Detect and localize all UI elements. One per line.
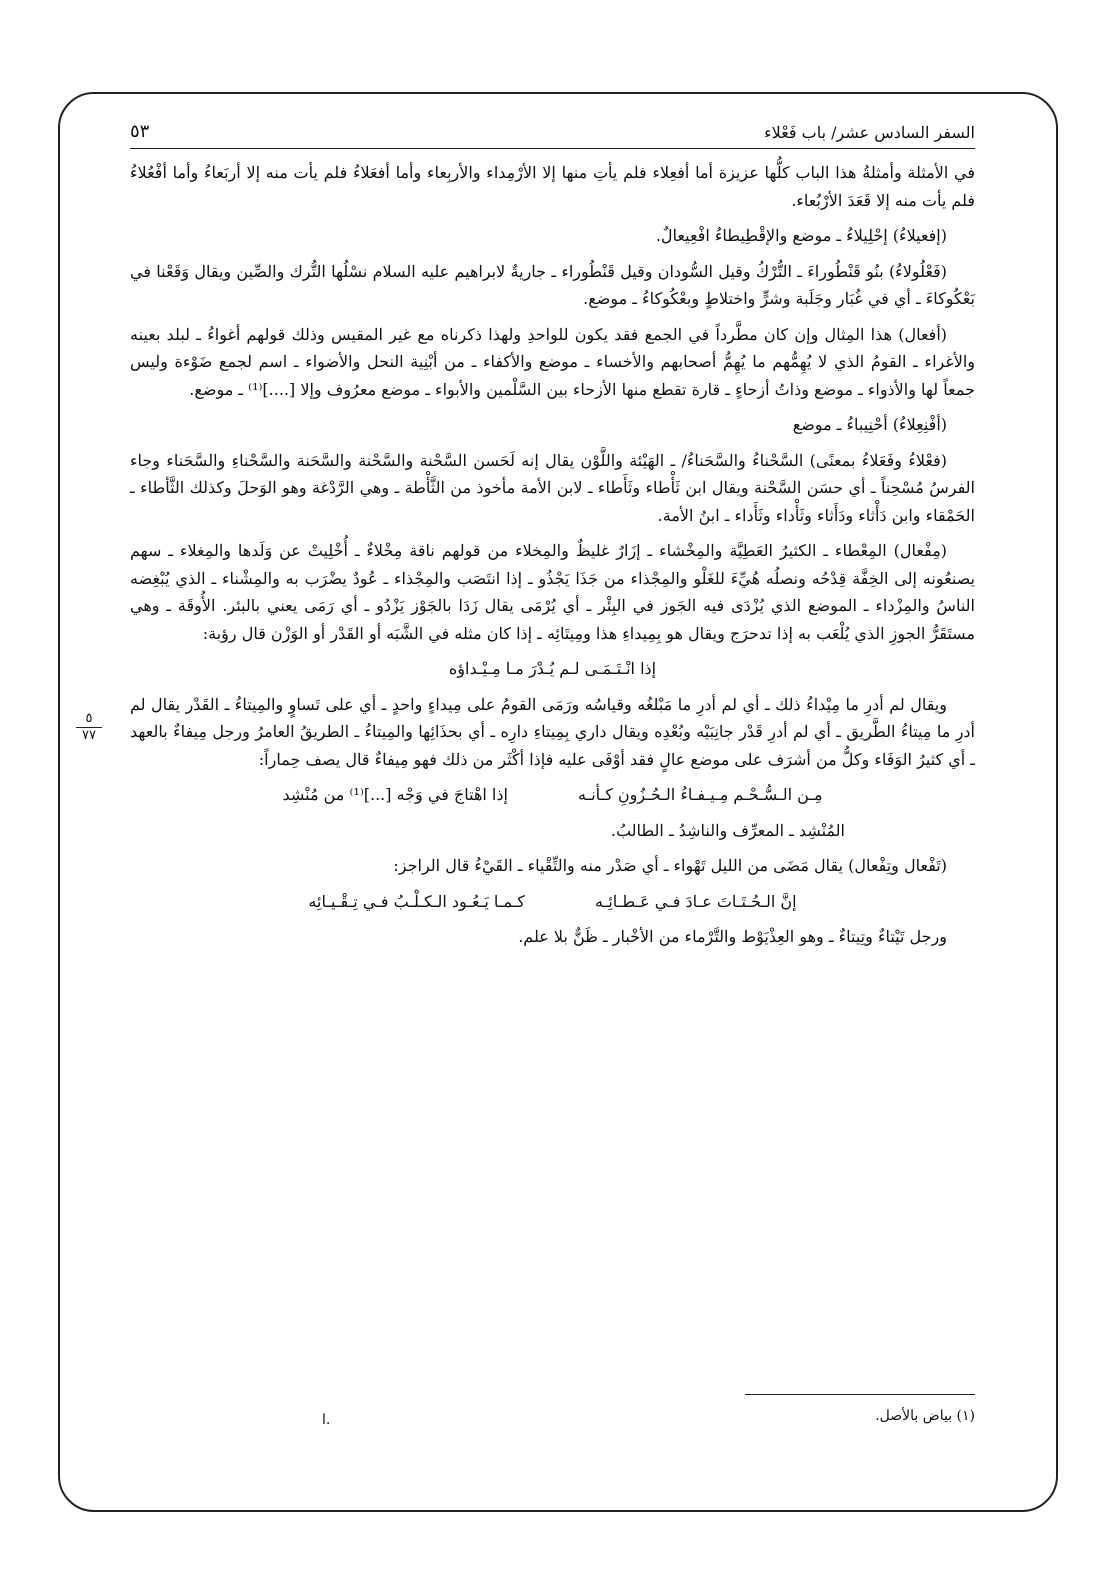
header-title: السفر السادس عشر/ باب فَعْلاء: [764, 123, 975, 142]
paragraph: ويقال لم أدرِ ما مِيْداءُ ذلك ـ أي لم أدرِ ما مَبْلغُه وقياسُه ورَمَى القومُ على مِيداءٍ واحدٍ ـ أي على تَساوٍ والمِيتاءُ ـ القَدْر يقال لم أدرِ ما مِيتاءُ الطَّريق ـ أي لم أدرِ قَدْر جانِبَيْه وبُعْدِه ويقال داري بِمِيتاءِ دارِه ـ أي بحذَائِها والمِيتاءُ ـ الطريقُ العامرُ ورجل مِيفاءٌ بالعهد ـ أي كثيرُ الوَفَاء وكلُّ من أشرَف على موضع عالٍ فقد أوْفَى عليه فإذا أكْثَر من ذلك فهو مِيفاءٌ قال يصف حِماراً:: [130, 694, 975, 769]
paragraph: (مِفْعال) المِعْطاء ـ الكثيرُ العَطِيَّة والمِخْشاء ـ إزَارٌ غليظٌ والمِخلاء من قولهم ناقة مِخْلاءٌ ـ أُخْلِيتْ عن وَلَدها والمِغلاء ـ سهم يصنعُونه إلى الخِفَّة قِدْحُه ونصلُه هُيِّءَ للغَلْو والمِجْذاء من جَذَا يَجْذُو ـ إذا انتَصَب والمِجْذاء ـ عُودٌ يضْرَب به والمِشْناء ـ الذي يُبْغِضه الناسُ والمِزْداء ـ الموضع الذي يُزْدَى فيه الجَوز في البِئْر ـ أي يُرْمَى يقال زَدَا بالجَوْز يَزْدُو ـ أي رَمَى يعني بالبئر. الأُوقَة ـ وهي مستَقَرُّ الجوزِ الذي يُلْعَب به إذا تدحرَج ويقال هو بِمِيداءِ هذا ومِيتَائِه ـ إذا كان مثله في الشَّبَه أو القَدْر أو الوَزْن قال رؤبة:: [130, 541, 975, 643]
paragraph: (إفعيلاءُ) إحْلِيلاءُ ـ موضع والإقْطِيطاءُ افْعِيعالٌ.: [655, 226, 947, 246]
verse-couplet: [130, 888, 975, 916]
page-number: ٥٣: [130, 121, 150, 142]
margin-reference: [76, 712, 102, 744]
paragraph: (فعْلاءُ وفَعَلاءُ بمعنًى) السَّحْناءُ والسَّحَناءُ/ ـ الهَيْئة واللَّوْن يقال إنه لَحَسن السَّحْنة والسَّحْنة والسَّحَنة والسَّحْناءِ والسَّحَناء وجاء الفرسُ مُسْحِناً ـ أي حسَن السَّحْنة ويقال ابن ثَأْطاء وثَأَطاء ـ لابن الأمة مأخوذ من الثَّأْطة ـ وهي الرَّدْغة وهو الوَحلَ وكذلك الثَّأطاء ـ الحَمْقاء وابن دَأْثاء ودَأَثاء وثَأْداء وثَأَداء ـ ابنُ الأمة.: [130, 450, 975, 525]
paragraph: (فَعْلُولاءُ) بنُو قَنْطُوراءَ ـ التُّرْكُ وقيل السُّودان وقيل قَنْطُوراء ـ جاريةٌ لابراهيم عليه السلام نسْلُها التُّرك والصِّين ويقال وَقَعْنا في بَعْكُوكاءَ ـ أي في غُبَار وجَلَبة وشرٍّ واختلاطٍ وبعْكُوكاءُ ـ موضع.: [130, 261, 975, 309]
verse-couplet: [130, 781, 975, 809]
paragraph: ورجل تَيْتاءٌ وتِيتاءٌ ـ وهو العِذْيَوْط والتَّرْماء من الأخْبار ـ ظَنٌّ بلا علم.: [518, 927, 947, 947]
paragraph: (أفعال) هذا المِثال وإن كان مطَّرداً في الجمع فقد يكون للواحدِ ولهذا ذكرناه مع غير المقيس وذلك قولهم أغواءُ ـ لبلد بعينه والأغراء ـ القومُ الذي لا يُهِمُّهم ما يُهِمُّ أصحابهم والأخساء ـ موضع والأكفاء ـ من أبْنِية النحل والأضواء ـ اسم لجمع ضَوْءة وليس جمعاً لها والأذواء ـ موضع وذاتُ أزحاءٍ ـ قارة تقطع منها الأزحاء بين السَّلْمين والأبواء ـ موضع معرُوف وإلا [....]⁽¹⁾ ـ موضع.: [130, 324, 975, 399]
verse-gloss: المُنْشِد ـ المعرِّف والناشِدُ ـ الطالبُ.: [610, 820, 845, 840]
body-text: [130, 159, 975, 951]
verse-line: إذا انْـتَـمَـى لـم يُـدْرَ مـا مِـيْـداؤه: [448, 659, 657, 679]
document-page: [130, 118, 975, 1488]
verse-hemistich-second: إذا اهْتاجَ في وَجْه [...]⁽¹⁾ من مُنْشِد: [282, 785, 508, 805]
paragraph: (تَفْعال وتِفْعال) يقال مَضَى من الليل تَهْواء ـ أي صَدْر منه والتِّقْياء ـ القَيْءُ قال الراجز:: [393, 856, 947, 876]
stray-mark: ا.: [322, 1412, 331, 1428]
margin-ref-top: ٥: [85, 711, 93, 726]
verse-hemistich-first: إنَّ الـحُـتَـاتَ عـادَ فـي عَـطـائِـه: [595, 891, 797, 911]
footnote: (١) بياض بالأصل.: [875, 1408, 975, 1424]
verse-hemistich-first: مِـن الـسُّـحْـم مِـيـفـاءُ الـحُـزُونِ كـأنـه: [577, 785, 823, 805]
paragraph: (أفْنِعِلاءُ) أحْنِيباءُ ـ موضع: [792, 415, 947, 435]
verse-hemistich-second: كـمـا يَـعُـود الـكـلْـبُ فـي تِـقْـيـائِه: [308, 891, 526, 911]
running-header: [130, 118, 975, 149]
paragraph: في الأمثلة وأمثلةُ هذا الباب كلُّها عزيزة أما أفعِلاء فلم يأتِ منها إلا الأرْمِداء والأربِعاء وأما أفعَلاءُ فلم يأت منه إلا أربَعاءُ وأما أفْعُلاءُ فلم يأت منه إلا قَعَدَ الأرْبُعاء.: [130, 163, 975, 210]
footnote-separator: [745, 1394, 975, 1395]
margin-ref-bottom: ٧٧: [82, 728, 96, 744]
